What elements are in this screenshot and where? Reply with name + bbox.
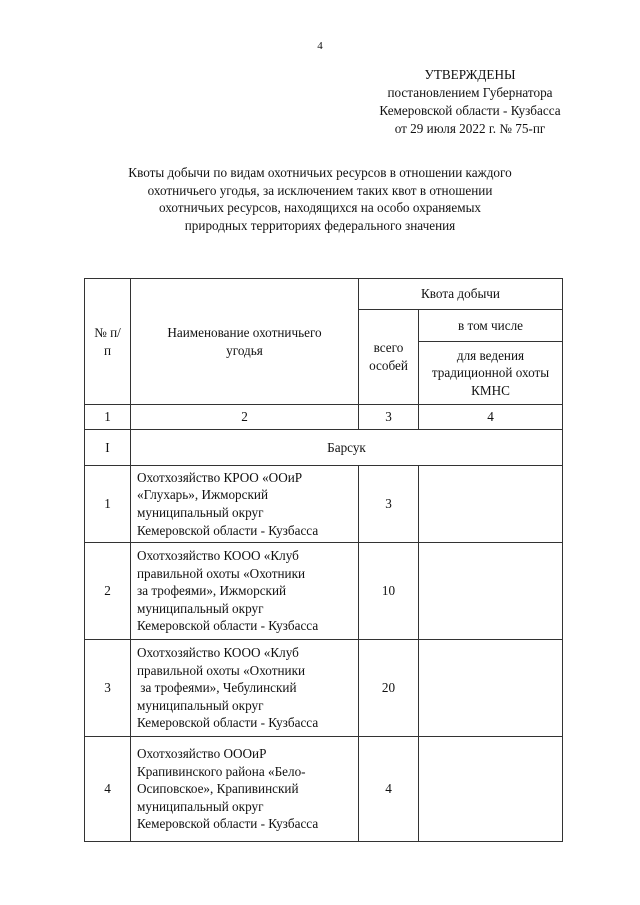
row-name-line: Охотхозяйство ОООиР (137, 746, 267, 762)
row-name-line: муниципальный округ (137, 798, 264, 814)
title-line: охотничьего угодья, за исключением таких квот в отношении (147, 182, 493, 198)
header-name-line: Наименование охотничьего (167, 324, 322, 340)
row-name-line: Охотхозяйство КООО «Клуб (137, 548, 299, 564)
approval-line: Кемеровской области - Кузбасса (379, 103, 561, 118)
header-traditional (419, 342, 563, 405)
row-name-line: за трофеями», Ижморский (137, 583, 287, 599)
row-number: 3 (85, 640, 131, 737)
row-name (131, 543, 359, 640)
approval-block (340, 66, 600, 138)
row-number: 2 (85, 543, 131, 640)
row-name-line: Осиповское», Крапивинский (137, 781, 299, 797)
table-row (85, 466, 563, 543)
row-total: 20 (359, 640, 419, 737)
quota-table (84, 278, 563, 842)
column-number: 2 (131, 405, 359, 430)
row-name-line: Охотхозяйство КООО «Клуб (137, 645, 299, 661)
header-number: № п/п (85, 279, 131, 405)
row-total: 10 (359, 543, 419, 640)
table-row (85, 737, 563, 842)
table-row (85, 543, 563, 640)
row-name-line: за трофеями», Чебулинский (137, 680, 297, 696)
row-name-line: «Глухарь», Ижморский (137, 487, 269, 503)
section-name: Барсук (131, 430, 563, 466)
header-name-line: угодья (226, 342, 263, 358)
row-traditional (419, 737, 563, 842)
row-name-line: муниципальный округ (137, 600, 264, 616)
section-number: I (85, 430, 131, 466)
row-traditional (419, 543, 563, 640)
header-trad-line: КМНС (471, 382, 510, 398)
row-name-line: Кемеровской области - Кузбасса (137, 715, 319, 731)
header-total (359, 310, 419, 405)
row-name (131, 640, 359, 737)
row-name-line: Кемеровской области - Кузбасса (137, 816, 319, 832)
approval-title: УТВЕРЖДЕНЫ (424, 67, 516, 82)
row-name-line: муниципальный округ (137, 697, 264, 713)
row-name-line: Кемеровской области - Кузбасса (137, 522, 319, 538)
title-line: охотничьих ресурсов, находящихся на особо охраняемых (158, 200, 482, 215)
row-name (131, 737, 359, 842)
header-total-line: всего (373, 340, 404, 356)
row-number: 1 (85, 466, 131, 543)
row-traditional (419, 466, 563, 543)
row-total: 3 (359, 466, 419, 543)
row-total: 4 (359, 737, 419, 842)
document-title (80, 164, 560, 234)
header-quota: Квота добычи (359, 279, 563, 310)
table-row (85, 640, 563, 737)
row-name-line: муниципальный округ (137, 505, 264, 520)
row-name-line: Крапивинского района «Бело- (137, 763, 306, 779)
column-number: 3 (359, 405, 419, 430)
row-name-line: Охотхозяйство КРОО «ООиР (137, 469, 303, 485)
header-trad-line: традиционной охоты (431, 365, 550, 381)
title-line: Квоты добычи по видам охотничьих ресурсов в отношении каждого (128, 165, 512, 180)
approval-line: постановлением Губернатора (387, 85, 553, 100)
header-total-line: особей (369, 358, 408, 373)
row-number: 4 (85, 737, 131, 842)
column-number: 4 (419, 405, 563, 430)
row-name-line: правильной охоты «Охотники (137, 662, 306, 678)
header-name (131, 279, 359, 405)
row-name-line: правильной охоты «Охотники (137, 565, 306, 581)
column-number: 1 (85, 405, 131, 430)
row-name (131, 466, 359, 543)
page-number: 4 (317, 40, 323, 52)
title-line: природных территориях федерального значения (184, 217, 456, 233)
row-traditional (419, 640, 563, 737)
header-trad-line: для ведения (456, 347, 525, 363)
approval-line: от 29 июля 2022 г. № 75-пг (394, 121, 546, 136)
header-including: в том числе (419, 310, 563, 342)
row-name-line: Кемеровской области - Кузбасса (137, 618, 319, 634)
